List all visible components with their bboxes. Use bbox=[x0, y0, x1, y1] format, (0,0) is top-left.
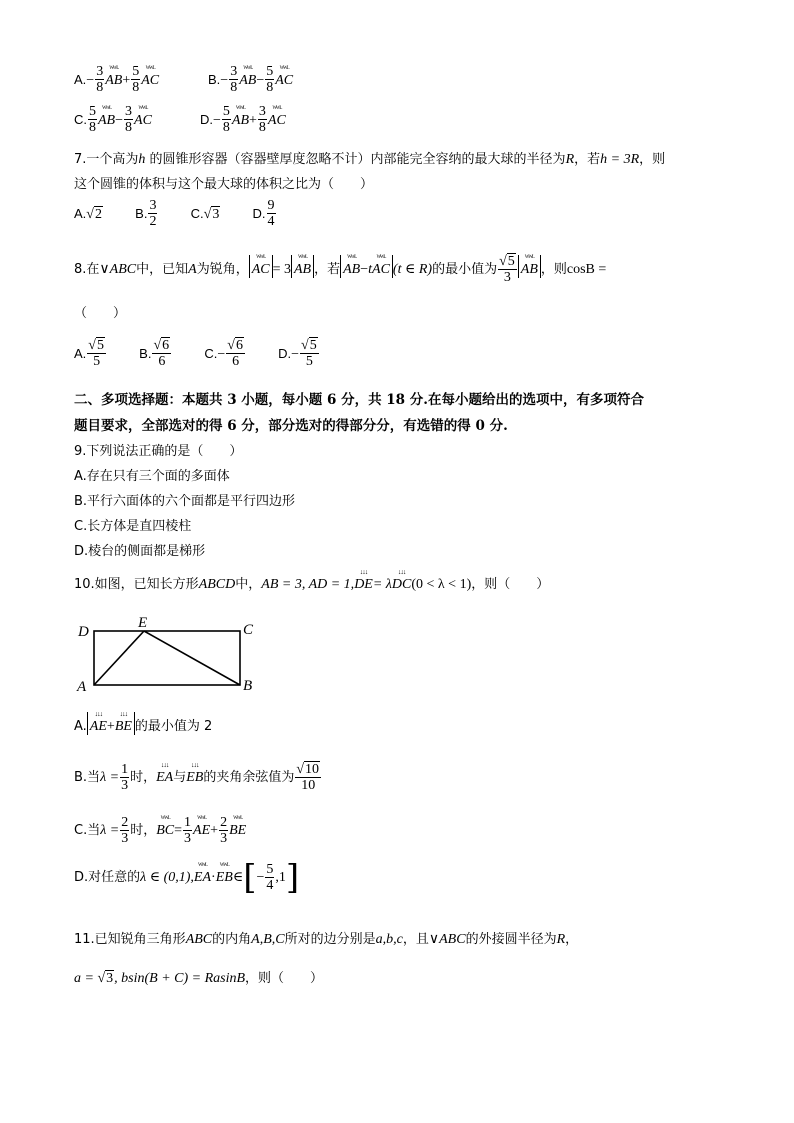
q6-d-plus: + bbox=[249, 113, 257, 128]
q7-options bbox=[74, 198, 277, 229]
q6-option-c-label: C. bbox=[74, 112, 87, 127]
q11-comma: ， bbox=[565, 932, 579, 947]
q7-option-d-den: 4 bbox=[267, 214, 275, 229]
q10-option-c-frac2-num: 2 bbox=[220, 815, 228, 830]
q10-option-d-left-bracket: [ bbox=[243, 857, 257, 898]
q10-label-d: D bbox=[78, 624, 89, 640]
q8-option-d-den: 5 bbox=[305, 354, 313, 369]
q8-expr-ac: ᵂᵂᴸ AC bbox=[372, 255, 390, 278]
q6-b-frac1 bbox=[229, 64, 238, 95]
q11-sqrt3: √3 bbox=[97, 971, 114, 986]
q6-c-vec-ab: ᵂᵂᴸ AB bbox=[98, 106, 115, 129]
q8-option-b-label: B. bbox=[139, 346, 152, 361]
q10-option-b-frac bbox=[120, 762, 129, 793]
q8-paren: （ ） bbox=[74, 306, 127, 321]
q8-option-c-frac: $\frac{√6}{6}$ bbox=[227, 338, 243, 369]
q10-option-b-lambda: λ = bbox=[100, 770, 120, 785]
q8-abs-expr: ᵂᵂᴸ AB−tᵂᵂᴸ AC bbox=[340, 255, 393, 278]
q10-vec-dc: ↓↓↓ DC bbox=[392, 570, 411, 593]
q8-options: A. $\frac{√5}{5}$ B. $\frac{√6}{6}$ C.− $\frac{√6}{6}$ D.− $\frac{√5}{5}$ bbox=[74, 338, 317, 369]
q10-range: (0 < λ < 1) bbox=[411, 577, 472, 592]
q10-option-c-den: 3 bbox=[121, 831, 129, 846]
q11-mid2: 所对的边分别是 bbox=[284, 932, 376, 947]
q8-option-d-label: D. bbox=[278, 346, 292, 361]
q10-option-c-shi: 时， bbox=[130, 823, 157, 838]
q8-option-a-den: 5 bbox=[93, 354, 101, 369]
q7-text1: 7.一个高为 bbox=[74, 152, 139, 167]
q6-c-frac1-den: 8 bbox=[89, 120, 96, 135]
q10-option-d: D.对任意的λ ∈ (0,1),ᵂᵂᴸ EA·ᵂᵂᴸ EB∈[− $\frac{5}{4}$ ,1] bbox=[74, 862, 299, 893]
q10-option-b-num: 1 bbox=[121, 762, 129, 777]
q10-option-a-text: 的最小值为 2 bbox=[134, 719, 213, 734]
q6-b-frac2-num: 5 bbox=[266, 64, 274, 79]
q8-text5: 的最小值为 bbox=[432, 262, 498, 277]
q10-option-d-in: ∈ bbox=[232, 870, 244, 885]
q9-option-a: A.存在只有三个面的多面体 bbox=[74, 469, 230, 484]
q7-option-b-den: 2 bbox=[149, 214, 157, 229]
q6-d-vec-ab: ᵂᵂᴸ AB bbox=[232, 106, 249, 129]
q6-c-frac2-den: 8 bbox=[125, 120, 133, 135]
q10-eq: = λ bbox=[372, 577, 392, 592]
q8-text3: 为锐角， bbox=[196, 262, 249, 277]
q10-option-c-frac2-den: 3 bbox=[220, 831, 228, 846]
q10-option-c-label: C.当 bbox=[74, 823, 101, 838]
q6-c-minus: − bbox=[115, 113, 124, 128]
q8-option-a-label: A. bbox=[74, 346, 87, 361]
q6-c-frac1-num: 5 bbox=[89, 104, 96, 119]
q7-option-b-frac bbox=[148, 198, 157, 229]
q8-abs-ab2 bbox=[518, 255, 541, 278]
q6-b-vec-ab: ᵂᵂᴸ AB bbox=[239, 66, 256, 89]
q11-condition: , bsin(B + C) = RasinB bbox=[114, 971, 246, 986]
q10-option-c-frac1 bbox=[183, 815, 192, 846]
q10-option-c-vec-bc: ᵂᵂᴸ BC bbox=[156, 816, 174, 839]
q6-d-frac2-num: 3 bbox=[258, 104, 266, 119]
q10-option-b-vec-ea: ↓↓↓ EA bbox=[156, 763, 173, 786]
q6-d-frac1-num: 5 bbox=[222, 104, 230, 119]
q8-vec-ac: ᵂᵂᴸ AC bbox=[252, 255, 270, 278]
q11-triangle: ∨ABC bbox=[428, 932, 466, 947]
q6-option-a bbox=[74, 64, 159, 95]
q8-min-rad: 5 bbox=[507, 254, 515, 269]
q11-mid3: ，且 bbox=[402, 932, 429, 947]
q6-b-frac1-num: 3 bbox=[230, 64, 238, 79]
q10-rectangle-figure bbox=[74, 612, 264, 694]
q7-h: h bbox=[138, 152, 146, 167]
q6-d-frac1 bbox=[222, 104, 231, 135]
q6-option-b bbox=[208, 64, 293, 95]
q8-t-in-r: (t ∈ R) bbox=[392, 262, 433, 277]
q11-abc: ABC bbox=[185, 932, 213, 947]
q8-option-b-den: 6 bbox=[158, 354, 166, 369]
q7-stem-line1 bbox=[74, 148, 665, 168]
q7-eq: h = 3R bbox=[600, 152, 640, 167]
q10-text2: 中， bbox=[235, 577, 262, 592]
q10-option-d-num: 5 bbox=[266, 862, 274, 877]
q11-mid4: 的外接圆半径为 bbox=[465, 932, 557, 947]
q6-option-d-label: D. bbox=[200, 112, 213, 127]
q10-rectangle-abcd bbox=[94, 631, 240, 685]
q11-stem-line1 bbox=[74, 928, 578, 948]
q6-c-vec-ac: ᵂᵂᴸ AC bbox=[134, 106, 152, 129]
q10-option-b-vec-eb: ↓↓↓ EB bbox=[186, 763, 203, 786]
q8-min-frac: $\frac{√5}{3}$ bbox=[499, 254, 515, 285]
q10-option-b-yu: 与 bbox=[173, 770, 187, 785]
q6-a-minus: − bbox=[86, 73, 95, 88]
q6-option-c bbox=[74, 104, 152, 135]
q8-text6: ，则 bbox=[540, 262, 567, 277]
q8-text4: ，若 bbox=[314, 262, 341, 277]
q10-option-a-abs: ↓↓↓ AE+↓↓↓ BE bbox=[87, 712, 135, 735]
q8-vec-ab: ᵂᵂᴸ AB bbox=[294, 255, 311, 278]
q11-rad3: 3 bbox=[106, 971, 114, 986]
q8-expr-ab: ᵂᵂᴸ AB bbox=[343, 255, 360, 278]
q6-d-frac2-den: 8 bbox=[258, 120, 266, 135]
q8-cosb: cosB = bbox=[566, 262, 607, 277]
q6-b-frac2 bbox=[265, 64, 274, 95]
q6-a-frac1-den: 8 bbox=[96, 80, 104, 95]
q10-option-a-vec-ae: ↓↓↓ AE bbox=[90, 712, 107, 735]
q11-mid1: 的内角 bbox=[212, 932, 252, 947]
q11-text-end: ，则（ ） bbox=[245, 971, 324, 986]
q10-option-a-vec-be: ↓↓↓ BE bbox=[115, 712, 132, 735]
q11-angles: A,B,C bbox=[251, 932, 285, 947]
q7-option-c-rad: 3 bbox=[212, 207, 220, 222]
q7-stem-line2: 这个圆锥的体积与这个最大球的体积之比为（ ） bbox=[74, 177, 374, 192]
q10-text3: ，则（ ） bbox=[471, 577, 550, 592]
q10-option-c-frac1-den: 3 bbox=[184, 831, 192, 846]
q10-option-c-frac2 bbox=[219, 815, 228, 846]
q10-option-b-value: $\frac{√10}{10}$ bbox=[296, 762, 320, 793]
q10-label-a: A bbox=[77, 679, 87, 694]
q10-option-c-vec-ae: ᵂᵂᴸ AE bbox=[193, 816, 210, 839]
q9-option-c: C.长方体是直四棱柱 bbox=[74, 519, 192, 534]
q7-text4: ，则 bbox=[639, 152, 666, 167]
q8-min-den: 3 bbox=[503, 270, 511, 285]
q8-option-d-rad: 5 bbox=[309, 338, 317, 353]
q10-option-b bbox=[74, 762, 322, 793]
q8-option-c-den: 6 bbox=[232, 354, 240, 369]
q6-c-frac2 bbox=[124, 104, 133, 135]
q8-option-a-rad: 5 bbox=[96, 338, 104, 353]
q7-option-d-label: D. bbox=[252, 206, 266, 221]
q10-label-b: B bbox=[243, 678, 253, 694]
q10-option-c-frac1-num: 1 bbox=[184, 815, 192, 830]
q10-option-d-upper: ,1 bbox=[275, 870, 286, 885]
q10-option-d-right-bracket: ] bbox=[285, 857, 300, 898]
q10-option-b-value-den: 10 bbox=[301, 778, 316, 793]
q7-option-d-frac bbox=[267, 198, 276, 229]
q8-option-a-frac: $\frac{√5}{5}$ bbox=[88, 338, 104, 369]
q6-a-frac1-num: 3 bbox=[96, 64, 104, 79]
q7-option-b-label: B. bbox=[135, 206, 148, 221]
q6-d-vec-ac: ᵂᵂᴸ AC bbox=[268, 106, 286, 129]
q10-segment-ae bbox=[94, 631, 144, 685]
q7-option-a-rad: 2 bbox=[94, 207, 102, 222]
q10-vec-de: ↓↓↓ DE bbox=[354, 570, 373, 593]
q10-option-d-den: 4 bbox=[266, 878, 274, 893]
q8-abs-ac bbox=[249, 255, 273, 278]
section2-heading-line1: 二、多项选择题：本题共 3 小题，每小题 6 分，共 18 分.在每小题给出的选项中，有多项符合 bbox=[74, 392, 644, 408]
q6-d-frac1-den: 8 bbox=[222, 120, 230, 135]
q8-text1: 8.在 bbox=[74, 262, 100, 277]
q7-option-d-num: 9 bbox=[267, 198, 275, 213]
q10-option-c-num: 2 bbox=[121, 815, 129, 830]
q10-option-b-rad: 10 bbox=[305, 762, 320, 777]
q10-label-e: E bbox=[138, 615, 148, 631]
q6-b-minus2: − bbox=[256, 73, 265, 88]
q7-text3: ，若 bbox=[574, 152, 601, 167]
q7-option-c-sqrt: √3 bbox=[203, 207, 220, 222]
q10-option-d-frac bbox=[265, 862, 274, 893]
q10-option-a-label: A. bbox=[74, 719, 87, 734]
q10-option-b-label: B.当 bbox=[74, 770, 101, 785]
q10-abcd: ABCD bbox=[198, 577, 236, 592]
q10-option-d-vec-eb: ᵂᵂᴸ EB bbox=[216, 863, 233, 886]
q10-option-b-den: 3 bbox=[121, 778, 129, 793]
q6-c-frac2-num: 3 bbox=[125, 104, 133, 119]
q10-option-c: C.当λ = $\frac{2}{3}$ 时，ᵂᵂᴸ BC= $\frac{1}{3}$ ᵂᵂᴸ AE+ $\frac{2}{3}$ ᵂᵂᴸ BE bbox=[74, 815, 246, 846]
q10-option-c-vec-be: ᵂᵂᴸ BE bbox=[229, 816, 246, 839]
q10-stem bbox=[74, 570, 549, 593]
q6-a-frac2-den: 8 bbox=[132, 80, 140, 95]
q11-a-eq: a = bbox=[74, 971, 98, 986]
q6-option-d bbox=[200, 104, 286, 135]
q10-option-a bbox=[74, 712, 212, 735]
q8-option-b-frac: $\frac{√6}{6}$ bbox=[153, 338, 170, 369]
q8-text2: 中，已知 bbox=[136, 262, 189, 277]
q8-option-c-rad: 6 bbox=[235, 338, 243, 353]
q7-r: R bbox=[565, 152, 575, 167]
q6-b-vec-ac: ᵂᵂᴸ AC bbox=[275, 66, 293, 89]
q6-b-minus: − bbox=[220, 73, 229, 88]
q11-r: R bbox=[556, 932, 566, 947]
q8-stem-line1 bbox=[74, 254, 606, 285]
q11-stem-line2 bbox=[74, 967, 323, 987]
q10-option-d-label: D.对任意的 bbox=[74, 870, 141, 885]
q6-b-frac2-den: 8 bbox=[266, 80, 274, 95]
q7-text2: 的圆锥形容器（容器壁厚度忽略不计）内部能完全容纳的最大球的半径为 bbox=[149, 152, 566, 167]
q10-text1: 10.如图，已知长方形 bbox=[74, 577, 199, 592]
q9-option-b: B.平行六面体的六个面都是平行四边形 bbox=[74, 494, 296, 509]
q8-option-d-frac: $\frac{√5}{5}$ bbox=[301, 338, 317, 369]
q10-option-c-frac bbox=[120, 815, 129, 846]
q10-option-d-vec-ea: ᵂᵂᴸ EA bbox=[194, 863, 211, 886]
section2-heading-line2: 题目要求，全部选对的得 6 分，部分选对的得部分分，有选错的得 0 分. bbox=[74, 418, 508, 434]
q6-d-frac2 bbox=[258, 104, 267, 135]
q6-a-frac1 bbox=[95, 64, 104, 95]
q11-sides: a,b,c bbox=[375, 932, 403, 947]
q8-eq3: = 3 bbox=[272, 262, 291, 277]
q6-d-minus: − bbox=[213, 113, 221, 128]
q8-vec-ab2: ᵂᵂᴸ AB bbox=[521, 255, 538, 278]
q6-a-vec-ab: ᵂᵂᴸ AB bbox=[105, 66, 122, 89]
q8-option-c-label: C. bbox=[204, 346, 218, 361]
q10-cond: AB = 3, AD = 1, bbox=[261, 577, 355, 592]
q8-t: t bbox=[368, 262, 373, 277]
q7-option-c-label: C. bbox=[190, 206, 204, 221]
q6-a-vec-ac: ᵂᵂᴸ AC bbox=[141, 66, 159, 89]
q8-option-b-rad: 6 bbox=[162, 338, 170, 353]
q7-option-b-num: 3 bbox=[149, 198, 157, 213]
q8-triangle: ∨ABC bbox=[99, 262, 137, 277]
q6-option-a-label: A. bbox=[74, 72, 87, 87]
q9-stem: 9.下列说法正确的是（ ） bbox=[74, 444, 243, 459]
q7-option-a-sqrt: √2 bbox=[86, 207, 102, 222]
q8-angle-a: A bbox=[188, 262, 197, 277]
q6-b-frac1-den: 8 bbox=[230, 80, 238, 95]
q11-text1: 11.已知锐角三角形 bbox=[74, 932, 186, 947]
q6-a-frac2-num: 5 bbox=[132, 64, 140, 79]
q6-a-frac2 bbox=[131, 64, 140, 95]
q10-option-b-text: 的夹角余弦值为 bbox=[203, 770, 295, 785]
q7-option-a-label: A. bbox=[74, 206, 87, 221]
q10-label-c: C bbox=[243, 622, 254, 638]
q6-c-frac1 bbox=[88, 104, 97, 135]
q10-segment-eb bbox=[144, 631, 240, 685]
q10-option-d-lambda-range: λ ∈ (0,1), bbox=[140, 870, 194, 885]
q6-option-b-label: B. bbox=[208, 72, 221, 87]
q10-option-c-lambda: λ = bbox=[100, 823, 120, 838]
q6-a-plus: + bbox=[122, 73, 131, 88]
q10-option-d-dot: · bbox=[211, 870, 216, 885]
q8-abs-ab bbox=[291, 255, 314, 278]
q10-option-b-shi: 时， bbox=[130, 770, 157, 785]
q9-option-d: D.棱台的侧面都是梯形 bbox=[74, 544, 206, 559]
